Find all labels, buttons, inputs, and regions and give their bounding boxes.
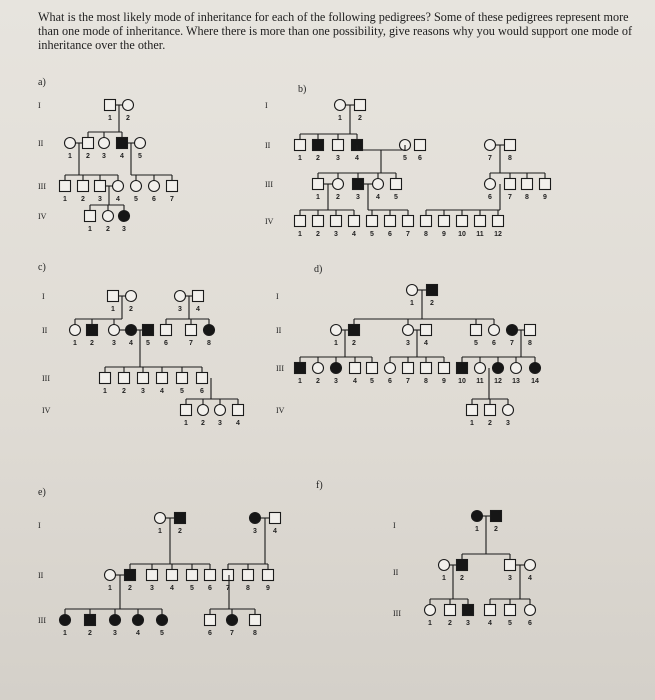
generation-label: III	[38, 616, 46, 625]
individual-number: 11	[476, 378, 484, 385]
individual-number: 5	[394, 194, 398, 201]
individual-number: 7	[226, 585, 230, 592]
male	[233, 405, 244, 416]
male	[187, 570, 198, 581]
male	[119, 373, 130, 384]
individual-number: 7	[510, 340, 514, 347]
panel-label: d)	[314, 264, 323, 275]
affected-female	[530, 363, 541, 374]
female	[215, 405, 226, 416]
male	[471, 325, 482, 336]
generation-label: III	[276, 364, 284, 373]
individual-number: 3	[218, 420, 222, 427]
individual-number: 2	[86, 153, 90, 160]
generation-label: IV	[265, 217, 274, 226]
male	[223, 570, 234, 581]
male	[313, 216, 324, 227]
affected-female	[227, 615, 238, 626]
individual-number: 1	[298, 155, 302, 162]
male	[193, 291, 204, 302]
female	[113, 181, 124, 192]
affected-female	[331, 363, 342, 374]
individual-number: 3	[334, 378, 338, 385]
male	[403, 216, 414, 227]
generation-label: I	[38, 521, 41, 530]
individual-number: 7	[488, 155, 492, 162]
generation-label: I	[393, 521, 396, 530]
female	[70, 325, 81, 336]
individual-number: 2	[460, 575, 464, 582]
individual-number: 8	[424, 231, 428, 238]
individual-number: 3	[356, 194, 360, 201]
male	[181, 405, 192, 416]
male	[355, 100, 366, 111]
male	[493, 216, 504, 227]
male	[421, 363, 432, 374]
individual-number: 7	[406, 378, 410, 385]
male	[367, 363, 378, 374]
individual-number: 8	[246, 585, 250, 592]
female	[511, 363, 522, 374]
male	[349, 216, 360, 227]
generation-label: IV	[38, 212, 47, 221]
male	[83, 138, 94, 149]
individual-number: 3	[113, 630, 117, 637]
individual-number: 4	[160, 388, 164, 395]
individual-number: 4	[273, 528, 277, 535]
individual-number: 3	[98, 196, 102, 203]
individual-number: 3	[150, 585, 154, 592]
male	[85, 211, 96, 222]
individual-number: 3	[253, 528, 257, 535]
affected-female	[507, 325, 518, 336]
question-text: What is the most likely mode of inheritance for each of the following pedigrees? Some of these pedigrees represent more than one mode of inheritance. Where there is more than one possibility, give reasons why you would support one mode of inheritance over the other.	[38, 10, 632, 52]
male	[108, 291, 119, 302]
individual-number: 3	[466, 620, 470, 627]
individual-number: 8	[525, 194, 529, 201]
individual-number: 7	[189, 340, 193, 347]
individual-number: 9	[266, 585, 270, 592]
male	[505, 140, 516, 151]
affected-female	[133, 615, 144, 626]
individual-number: 4	[528, 575, 532, 582]
individual-number: 1	[428, 620, 432, 627]
individual-number: 3	[406, 340, 410, 347]
female	[131, 181, 142, 192]
individual-number: 5	[403, 155, 407, 162]
female	[485, 140, 496, 151]
generation-label: II	[393, 568, 399, 577]
individual-number: 1	[184, 420, 188, 427]
individual-number: 7	[406, 231, 410, 238]
individual-number: 4	[129, 340, 133, 347]
male	[197, 373, 208, 384]
male	[205, 570, 216, 581]
male	[505, 605, 516, 616]
individual-number: 10	[458, 231, 466, 238]
individual-number: 3	[122, 226, 126, 233]
individual-number: 8	[528, 340, 532, 347]
female	[126, 291, 137, 302]
individual-number: 1	[103, 388, 107, 395]
individual-number: 6	[418, 155, 422, 162]
female	[385, 363, 396, 374]
panel-label: e)	[38, 487, 46, 498]
individual-number: 4	[353, 378, 357, 385]
affected-male	[491, 511, 502, 522]
female	[525, 560, 536, 571]
female	[313, 363, 324, 374]
individual-number: 3	[178, 306, 182, 313]
individual-number: 5	[190, 585, 194, 592]
affected-female	[110, 615, 121, 626]
individual-number: 2	[352, 340, 356, 347]
female	[123, 100, 134, 111]
female	[333, 179, 344, 190]
individual-number: 3	[141, 388, 145, 395]
individual-number: 2	[448, 620, 452, 627]
affected-male	[457, 560, 468, 571]
individual-number: 1	[63, 196, 67, 203]
affected-male	[295, 363, 306, 374]
female	[525, 605, 536, 616]
individual-number: 1	[410, 300, 414, 307]
individual-number: 5	[370, 378, 374, 385]
individual-number: 1	[73, 340, 77, 347]
generation-label: III	[38, 182, 46, 191]
individual-number: 6	[208, 630, 212, 637]
affected-male	[175, 513, 186, 524]
affected-female	[60, 615, 71, 626]
individual-number: 9	[442, 378, 446, 385]
individual-number: 2	[358, 115, 362, 122]
individual-number: 4	[488, 620, 492, 627]
generation-label: I	[38, 101, 41, 110]
female	[335, 100, 346, 111]
individual-number: 2	[88, 630, 92, 637]
male	[177, 373, 188, 384]
affected-male	[85, 615, 96, 626]
individual-number: 4	[352, 231, 356, 238]
generation-label: II	[265, 141, 271, 150]
male	[485, 605, 496, 616]
generation-label: I	[276, 292, 279, 301]
affected-male	[143, 325, 154, 336]
female	[485, 179, 496, 190]
individual-number: 4	[116, 196, 120, 203]
individual-number: 1	[475, 526, 479, 533]
male	[525, 325, 536, 336]
male	[263, 570, 274, 581]
individual-number: 2	[316, 155, 320, 162]
individual-number: 2	[316, 231, 320, 238]
male	[540, 179, 551, 190]
individual-number: 1	[298, 378, 302, 385]
generation-label: I	[42, 292, 45, 301]
male	[391, 179, 402, 190]
female	[407, 285, 418, 296]
individual-number: 5	[370, 231, 374, 238]
male	[333, 140, 344, 151]
male	[167, 181, 178, 192]
generation-label: IV	[42, 406, 51, 415]
individual-number: 5	[138, 153, 142, 160]
male	[350, 363, 361, 374]
affected-male	[349, 325, 360, 336]
male	[403, 363, 414, 374]
male	[186, 325, 197, 336]
individual-number: 8	[253, 630, 257, 637]
individual-number: 2	[106, 226, 110, 233]
individual-number: 8	[207, 340, 211, 347]
generation-label: III	[265, 180, 273, 189]
individual-number: 13	[512, 378, 520, 385]
individual-number: 4	[120, 153, 124, 160]
individual-number: 5	[180, 388, 184, 395]
generation-label: III	[42, 374, 50, 383]
female	[65, 138, 76, 149]
individual-number: 4	[424, 340, 428, 347]
male	[475, 216, 486, 227]
generation-label: I	[265, 101, 268, 110]
male	[439, 216, 450, 227]
male	[270, 513, 281, 524]
female	[175, 291, 186, 302]
individual-number: 2	[201, 420, 205, 427]
individual-number: 4	[376, 194, 380, 201]
panel-label: a)	[38, 77, 46, 88]
affected-female	[119, 211, 130, 222]
individual-number: 3	[336, 155, 340, 162]
individual-number: 9	[543, 194, 547, 201]
individual-number: 4	[355, 155, 359, 162]
male	[457, 216, 468, 227]
individual-number: 2	[336, 194, 340, 201]
affected-female	[157, 615, 168, 626]
individual-number: 4	[136, 630, 140, 637]
individual-number: 2	[430, 300, 434, 307]
individual-number: 6	[492, 340, 496, 347]
panel-label: f)	[316, 480, 323, 491]
individual-number: 1	[316, 194, 320, 201]
individual-number: 7	[230, 630, 234, 637]
female	[489, 325, 500, 336]
generation-label: II	[42, 326, 48, 335]
individual-number: 10	[458, 378, 466, 385]
affected-male	[463, 605, 474, 616]
male	[243, 570, 254, 581]
male	[445, 605, 456, 616]
individual-number: 2	[488, 420, 492, 427]
individual-number: 8	[508, 155, 512, 162]
individual-number: 6	[208, 585, 212, 592]
male	[138, 373, 149, 384]
individual-number: 1	[442, 575, 446, 582]
male	[78, 181, 89, 192]
individual-number: 9	[442, 231, 446, 238]
individual-number: 6	[388, 378, 392, 385]
individual-number: 6	[200, 388, 204, 395]
individual-number: 1	[108, 115, 112, 122]
individual-number: 12	[494, 378, 502, 385]
panel-label: c)	[38, 262, 46, 273]
male	[167, 570, 178, 581]
individual-number: 7	[170, 196, 174, 203]
generation-label: IV	[276, 406, 285, 415]
male	[295, 216, 306, 227]
individual-number: 12	[494, 231, 502, 238]
affected-female	[126, 325, 137, 336]
female	[99, 138, 110, 149]
individual-number: 2	[129, 306, 133, 313]
male	[295, 140, 306, 151]
individual-number: 3	[112, 340, 116, 347]
male	[147, 570, 158, 581]
affected-female	[472, 511, 483, 522]
individual-number: 14	[531, 378, 539, 385]
male	[505, 560, 516, 571]
female	[331, 325, 342, 336]
individual-number: 5	[160, 630, 164, 637]
individual-number: 6	[488, 194, 492, 201]
individual-number: 2	[316, 378, 320, 385]
affected-male	[427, 285, 438, 296]
male	[157, 373, 168, 384]
individual-number: 6	[164, 340, 168, 347]
affected-male	[117, 138, 128, 149]
male	[485, 405, 496, 416]
individual-number: 4	[236, 420, 240, 427]
female	[149, 181, 160, 192]
individual-number: 1	[338, 115, 342, 122]
affected-female	[204, 325, 215, 336]
male	[367, 216, 378, 227]
individual-number: 1	[470, 420, 474, 427]
individual-number: 6	[152, 196, 156, 203]
male	[60, 181, 71, 192]
individual-number: 1	[88, 226, 92, 233]
female	[475, 363, 486, 374]
affected-female	[250, 513, 261, 524]
generation-label: II	[38, 139, 44, 148]
male	[161, 325, 172, 336]
affected-male	[125, 570, 136, 581]
female	[503, 405, 514, 416]
individual-number: 11	[476, 231, 484, 238]
female	[103, 211, 114, 222]
individual-number: 1	[298, 231, 302, 238]
individual-number: 5	[474, 340, 478, 347]
female	[425, 605, 436, 616]
individual-number: 1	[158, 528, 162, 535]
affected-male	[457, 363, 468, 374]
male	[100, 373, 111, 384]
individual-number: 1	[108, 585, 112, 592]
affected-male	[353, 179, 364, 190]
female	[155, 513, 166, 524]
individual-number: 5	[134, 196, 138, 203]
individual-number: 5	[146, 340, 150, 347]
male	[439, 363, 450, 374]
female	[198, 405, 209, 416]
male	[467, 405, 478, 416]
female	[135, 138, 146, 149]
male	[415, 140, 426, 151]
individual-number: 5	[508, 620, 512, 627]
individual-number: 7	[508, 194, 512, 201]
female	[439, 560, 450, 571]
male	[331, 216, 342, 227]
panel-label: b)	[298, 84, 307, 95]
individual-number: 3	[334, 231, 338, 238]
individual-number: 2	[178, 528, 182, 535]
individual-number: 1	[68, 153, 72, 160]
male	[95, 181, 106, 192]
affected-female	[493, 363, 504, 374]
individual-number: 1	[334, 340, 338, 347]
male	[505, 179, 516, 190]
individual-number: 1	[111, 306, 115, 313]
male	[250, 615, 261, 626]
individual-number: 8	[424, 378, 428, 385]
male	[522, 179, 533, 190]
individual-number: 2	[81, 196, 85, 203]
individual-number: 3	[506, 420, 510, 427]
individual-number: 3	[508, 575, 512, 582]
female	[403, 325, 414, 336]
affected-male	[313, 140, 324, 151]
individual-number: 1	[63, 630, 67, 637]
generation-label: II	[276, 326, 282, 335]
individual-number: 2	[494, 526, 498, 533]
individual-number: 2	[126, 115, 130, 122]
generation-label: III	[393, 609, 401, 618]
affected-male	[87, 325, 98, 336]
individual-number: 3	[102, 153, 106, 160]
individual-number: 6	[388, 231, 392, 238]
individual-number: 2	[90, 340, 94, 347]
female	[109, 325, 120, 336]
female	[373, 179, 384, 190]
male	[313, 179, 324, 190]
individual-number: 6	[528, 620, 532, 627]
individual-number: 2	[128, 585, 132, 592]
individual-number: 2	[122, 388, 126, 395]
individual-number: 4	[196, 306, 200, 313]
male	[421, 325, 432, 336]
individual-number: 4	[170, 585, 174, 592]
female	[105, 570, 116, 581]
male	[385, 216, 396, 227]
generation-label: II	[38, 571, 44, 580]
male	[105, 100, 116, 111]
male	[421, 216, 432, 227]
male	[205, 615, 216, 626]
